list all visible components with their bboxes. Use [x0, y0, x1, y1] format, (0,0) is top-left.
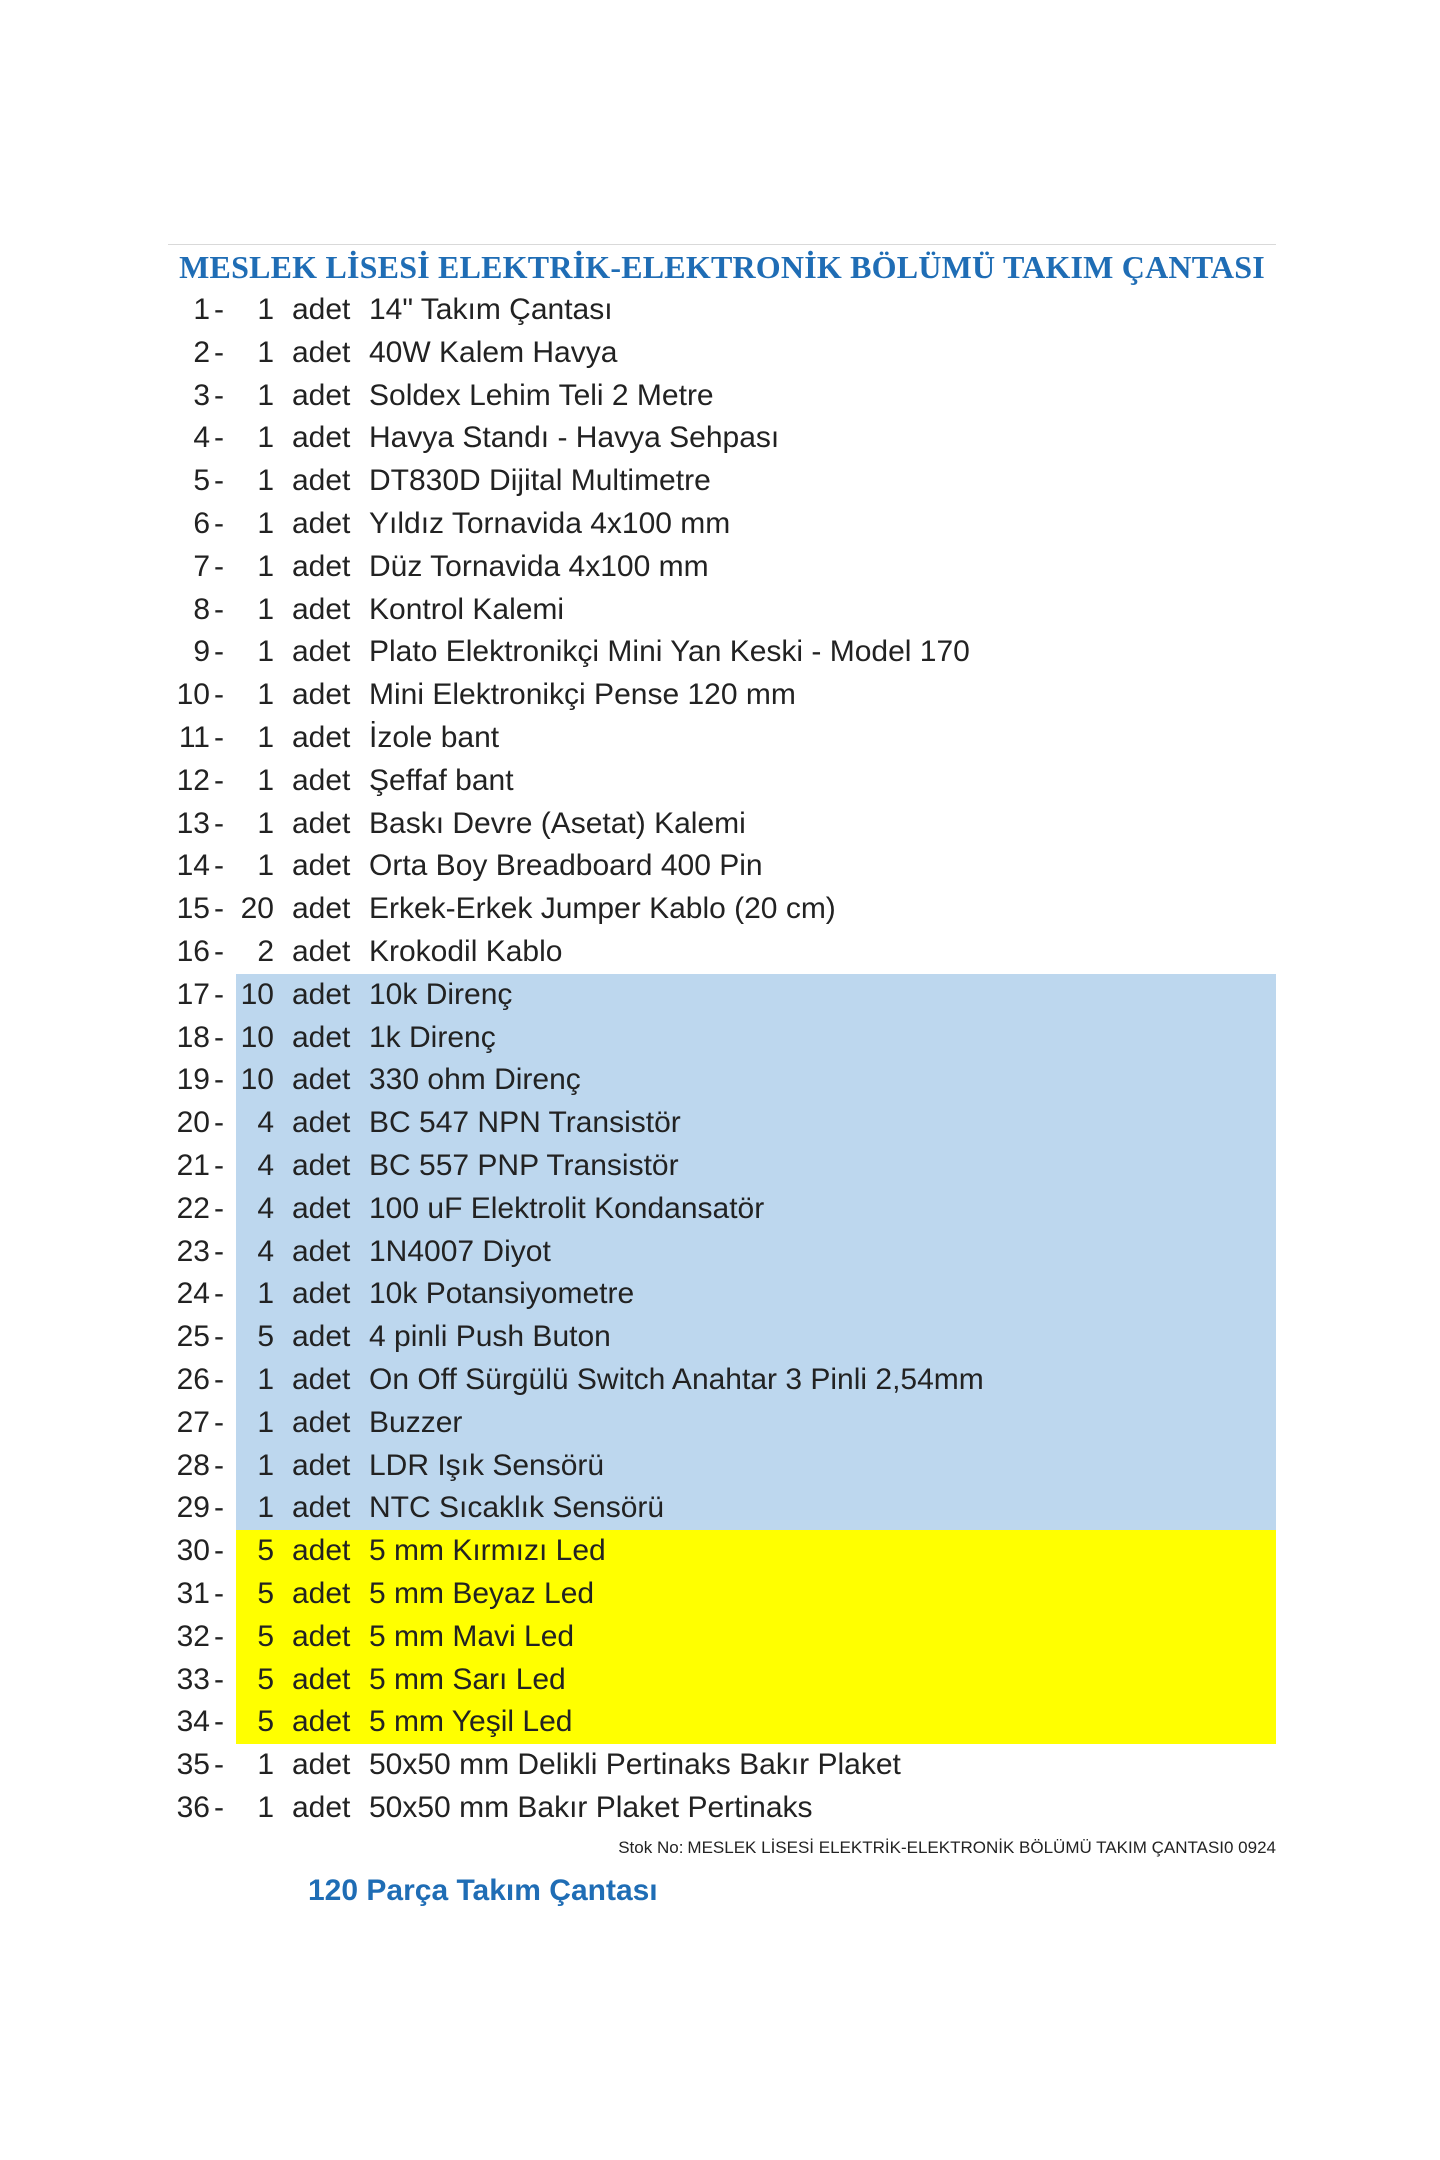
item-number: 18 [176, 1020, 210, 1054]
item-unit: adet [292, 1534, 351, 1568]
item-quantity: 5 [257, 1576, 274, 1610]
item-name: 1N4007 Diyot [369, 1234, 551, 1268]
list-item [168, 1145, 1276, 1188]
item-unit: adet [292, 1491, 351, 1525]
list-item [168, 974, 1276, 1017]
list-item [168, 1744, 1276, 1787]
item-number: 28 [176, 1448, 210, 1482]
item-number: 23 [176, 1234, 210, 1268]
item-separator: - [214, 934, 224, 968]
item-separator: - [214, 635, 224, 669]
page-title: MESLEK LİSESİ ELEKTRİK-ELEKTRONİK BÖLÜMÜ TAKIM ÇANTASI [179, 249, 1265, 285]
item-unit: adet [292, 464, 351, 498]
stock-value: MESLEK LİSESİ ELEKTRİK-ELEKTRONİK BÖLÜMÜ TAKIM ÇANTASI0 0924 [687, 1838, 1276, 1857]
item-separator: - [214, 1234, 224, 1268]
item-name: 50x50 mm Delikli Pertinaks Bakır Plaket [369, 1748, 901, 1782]
item-number: 32 [176, 1619, 210, 1653]
item-number: 14 [176, 849, 210, 883]
item-number: 11 [178, 720, 210, 754]
item-quantity: 1 [257, 720, 274, 754]
item-unit: adet [292, 335, 351, 369]
item-number: 22 [176, 1191, 210, 1225]
list-item [168, 1701, 1276, 1744]
item-number: 27 [176, 1405, 210, 1439]
item-unit: adet [292, 1619, 351, 1653]
item-number: 2 [193, 335, 210, 369]
item-name: 4 pinli Push Buton [369, 1320, 611, 1354]
list-item [168, 1573, 1276, 1616]
item-name: Buzzer [369, 1405, 463, 1439]
list-item [168, 332, 1276, 375]
item-unit: adet [292, 1790, 351, 1824]
list-item [168, 631, 1276, 674]
list-item [168, 1659, 1276, 1702]
item-unit: adet [292, 293, 351, 326]
list-item [168, 1787, 1276, 1830]
list-item [168, 1188, 1276, 1231]
item-quantity: 5 [257, 1534, 274, 1568]
list-item [168, 803, 1276, 846]
item-unit: adet [292, 1748, 351, 1782]
item-quantity: 1 [257, 1491, 274, 1525]
item-number: 25 [176, 1320, 210, 1354]
item-quantity: 1 [257, 1748, 274, 1782]
item-quantity: 4 [257, 1106, 274, 1140]
item-name: 100 uF Elektrolit Kondansatör [369, 1191, 765, 1225]
item-quantity: 1 [257, 763, 274, 797]
list-item [168, 1402, 1276, 1445]
item-separator: - [214, 977, 224, 1011]
item-name: Krokodil Kablo [369, 934, 563, 968]
item-quantity: 2 [257, 934, 274, 968]
item-number: 19 [176, 1063, 210, 1097]
item-separator: - [214, 1748, 224, 1782]
item-name: 5 mm Mavi Led [369, 1619, 575, 1653]
item-separator: - [214, 1320, 224, 1354]
item-quantity: 1 [257, 506, 274, 540]
item-number: 9 [193, 635, 210, 669]
item-number: 20 [176, 1106, 210, 1140]
item-name: On Off Sürgülü Switch Anahtar 3 Pinli 2,54mm [369, 1362, 984, 1396]
item-name: Havya Standı - Havya Sehpası [369, 421, 780, 455]
item-quantity: 5 [257, 1619, 274, 1653]
list-item [168, 1530, 1276, 1573]
item-separator: - [214, 1619, 224, 1653]
item-separator: - [214, 464, 224, 498]
item-number: 12 [176, 763, 210, 797]
item-quantity: 5 [257, 1705, 274, 1739]
item-name: 5 mm Beyaz Led [369, 1576, 595, 1610]
item-number: 5 [193, 464, 210, 498]
list-item [168, 1316, 1276, 1359]
list-item [168, 717, 1276, 760]
stock-label: Stok No: [618, 1838, 684, 1857]
list-item [168, 1616, 1276, 1659]
item-name: BC 557 PNP Transistör [369, 1148, 679, 1182]
list-item [168, 289, 1276, 332]
item-name: Mini Elektronikçi Pense 120 mm [369, 678, 796, 712]
item-separator: - [214, 421, 224, 455]
item-separator: - [214, 1191, 224, 1225]
item-number: 7 [193, 549, 210, 583]
list-item [168, 375, 1276, 418]
item-separator: - [214, 1705, 224, 1739]
item-separator: - [214, 592, 224, 626]
list-item [168, 503, 1276, 546]
item-unit: adet [292, 635, 351, 669]
item-unit: adet [292, 1320, 351, 1354]
item-separator: - [214, 1662, 224, 1696]
item-name: Soldex Lehim Teli 2 Metre [369, 378, 714, 412]
item-separator: - [214, 1277, 224, 1311]
item-separator: - [214, 1362, 224, 1396]
item-quantity: 1 [257, 849, 274, 883]
list-item [168, 589, 1276, 632]
item-name: 50x50 mm Bakır Plaket Pertinaks [369, 1790, 813, 1824]
item-quantity: 1 [257, 378, 274, 412]
list-item [168, 1445, 1276, 1488]
item-name: 40W Kalem Havya [369, 335, 618, 369]
item-unit: adet [292, 934, 351, 968]
item-name: Kontrol Kalemi [369, 592, 565, 626]
item-unit: adet [292, 806, 351, 840]
summary-text: 120 Parça Takım Çantası [308, 1874, 658, 1907]
item-unit: adet [292, 549, 351, 583]
item-name: 5 mm Sarı Led [369, 1662, 566, 1696]
item-name: 5 mm Kırmızı Led [369, 1534, 606, 1568]
item-quantity: 1 [257, 1362, 274, 1396]
item-quantity: 1 [257, 1405, 274, 1439]
item-quantity: 1 [257, 1448, 274, 1482]
item-name: DT830D Dijital Multimetre [369, 464, 711, 498]
item-quantity: 10 [240, 1020, 274, 1054]
item-name: BC 547 NPN Transistör [369, 1106, 681, 1140]
item-unit: adet [292, 1106, 351, 1140]
item-quantity: 1 [257, 335, 274, 369]
item-separator: - [214, 806, 224, 840]
list-item [168, 674, 1276, 717]
list-item [168, 1102, 1276, 1145]
item-unit: adet [292, 1148, 351, 1182]
item-number: 24 [176, 1277, 210, 1311]
item-quantity: 5 [257, 1320, 274, 1354]
item-quantity: 20 [240, 892, 274, 926]
item-separator: - [214, 549, 224, 583]
item-separator: - [214, 1534, 224, 1568]
item-separator: - [214, 293, 224, 326]
item-unit: adet [292, 1020, 351, 1054]
item-name: 5 mm Yeşil Led [369, 1705, 573, 1739]
item-quantity: 1 [257, 592, 274, 626]
item-unit: adet [292, 1362, 351, 1396]
item-unit: adet [292, 1448, 351, 1482]
item-number: 21 [176, 1148, 210, 1182]
list-item [168, 1231, 1276, 1274]
item-quantity: 10 [240, 977, 274, 1011]
item-number: 26 [176, 1362, 210, 1396]
item-separator: - [214, 1063, 224, 1097]
item-number: 15 [176, 892, 210, 926]
item-separator: - [214, 1448, 224, 1482]
item-name: Erkek-Erkek Jumper Kablo (20 cm) [369, 892, 836, 926]
item-name: Baskı Devre (Asetat) Kalemi [369, 806, 746, 840]
item-name: İzole bant [369, 720, 500, 754]
list-item [168, 845, 1276, 888]
item-name: Orta Boy Breadboard 400 Pin [369, 849, 763, 883]
item-number: 6 [193, 506, 210, 540]
list-item [168, 1059, 1276, 1102]
item-unit: adet [292, 720, 351, 754]
item-separator: - [214, 892, 224, 926]
item-unit: adet [292, 506, 351, 540]
item-separator: - [214, 1405, 224, 1439]
item-name: 14" Takım Çantası [369, 293, 613, 326]
kit-list-sheet [168, 244, 1276, 1907]
list-item [168, 417, 1276, 460]
item-name: 10k Potansiyometre [369, 1277, 635, 1311]
list-item [168, 460, 1276, 503]
item-unit: adet [292, 1277, 351, 1311]
item-separator: - [214, 378, 224, 412]
item-unit: adet [292, 678, 351, 712]
item-number: 1 [193, 293, 210, 326]
item-quantity: 1 [257, 464, 274, 498]
item-separator: - [214, 763, 224, 797]
item-name: 330 ohm Direnç [369, 1063, 581, 1097]
item-quantity: 1 [257, 421, 274, 455]
item-number: 8 [193, 592, 210, 626]
item-separator: - [214, 1020, 224, 1054]
item-unit: adet [292, 421, 351, 455]
item-number: 35 [176, 1748, 210, 1782]
item-quantity: 5 [257, 1662, 274, 1696]
item-quantity: 1 [257, 635, 274, 669]
item-separator: - [214, 720, 224, 754]
item-number: 36 [176, 1790, 210, 1824]
item-unit: adet [292, 1234, 351, 1268]
item-list [168, 289, 1276, 1830]
item-quantity: 1 [257, 678, 274, 712]
item-quantity: 4 [257, 1148, 274, 1182]
item-separator: - [214, 1576, 224, 1610]
item-unit: adet [292, 1191, 351, 1225]
list-item [168, 760, 1276, 803]
list-item [168, 1359, 1276, 1402]
item-number: 16 [176, 934, 210, 968]
item-number: 31 [176, 1576, 210, 1610]
item-separator: - [214, 335, 224, 369]
item-separator: - [214, 849, 224, 883]
item-unit: adet [292, 378, 351, 412]
list-item [168, 1017, 1276, 1060]
item-unit: adet [292, 1705, 351, 1739]
item-unit: adet [292, 592, 351, 626]
item-unit: adet [292, 892, 351, 926]
item-name: Yıldız Tornavida 4x100 mm [369, 506, 731, 540]
item-name: NTC Sıcaklık Sensörü [369, 1491, 665, 1525]
item-name: Plato Elektronikçi Mini Yan Keski - Model 170 [369, 635, 970, 669]
stock-number [618, 1838, 1276, 1858]
item-quantity: 1 [257, 549, 274, 583]
list-item [168, 931, 1276, 974]
list-item [168, 1487, 1276, 1530]
item-name: 1k Direnç [369, 1020, 496, 1054]
item-number: 29 [176, 1491, 210, 1525]
item-separator: - [214, 678, 224, 712]
item-number: 34 [176, 1705, 210, 1739]
item-number: 17 [176, 977, 210, 1011]
item-number: 3 [193, 378, 210, 412]
item-quantity: 4 [257, 1234, 274, 1268]
item-unit: adet [292, 1662, 351, 1696]
item-unit: adet [292, 1063, 351, 1097]
item-unit: adet [292, 1405, 351, 1439]
item-separator: - [214, 1106, 224, 1140]
item-quantity: 4 [257, 1191, 274, 1225]
item-number: 13 [176, 806, 210, 840]
item-name: LDR Işık Sensörü [369, 1448, 605, 1482]
item-quantity: 1 [257, 806, 274, 840]
item-number: 33 [176, 1662, 210, 1696]
item-quantity: 10 [240, 1063, 274, 1097]
list-item [168, 1273, 1276, 1316]
item-unit: adet [292, 763, 351, 797]
item-unit: adet [292, 849, 351, 883]
item-separator: - [214, 1491, 224, 1525]
item-separator: - [214, 506, 224, 540]
item-name: Düz Tornavida 4x100 mm [369, 549, 709, 583]
item-number: 30 [176, 1534, 210, 1568]
item-quantity: 1 [257, 1790, 274, 1824]
item-separator: - [214, 1148, 224, 1182]
list-item [168, 888, 1276, 931]
item-name: Şeffaf bant [369, 763, 514, 797]
item-separator: - [214, 1790, 224, 1824]
item-quantity: 1 [257, 1277, 274, 1311]
item-quantity: 1 [257, 293, 274, 326]
item-number: 4 [193, 421, 210, 455]
item-unit: adet [292, 977, 351, 1011]
item-number: 10 [176, 678, 210, 712]
list-item [168, 546, 1276, 589]
item-unit: adet [292, 1576, 351, 1610]
item-name: 10k Direnç [369, 977, 513, 1011]
